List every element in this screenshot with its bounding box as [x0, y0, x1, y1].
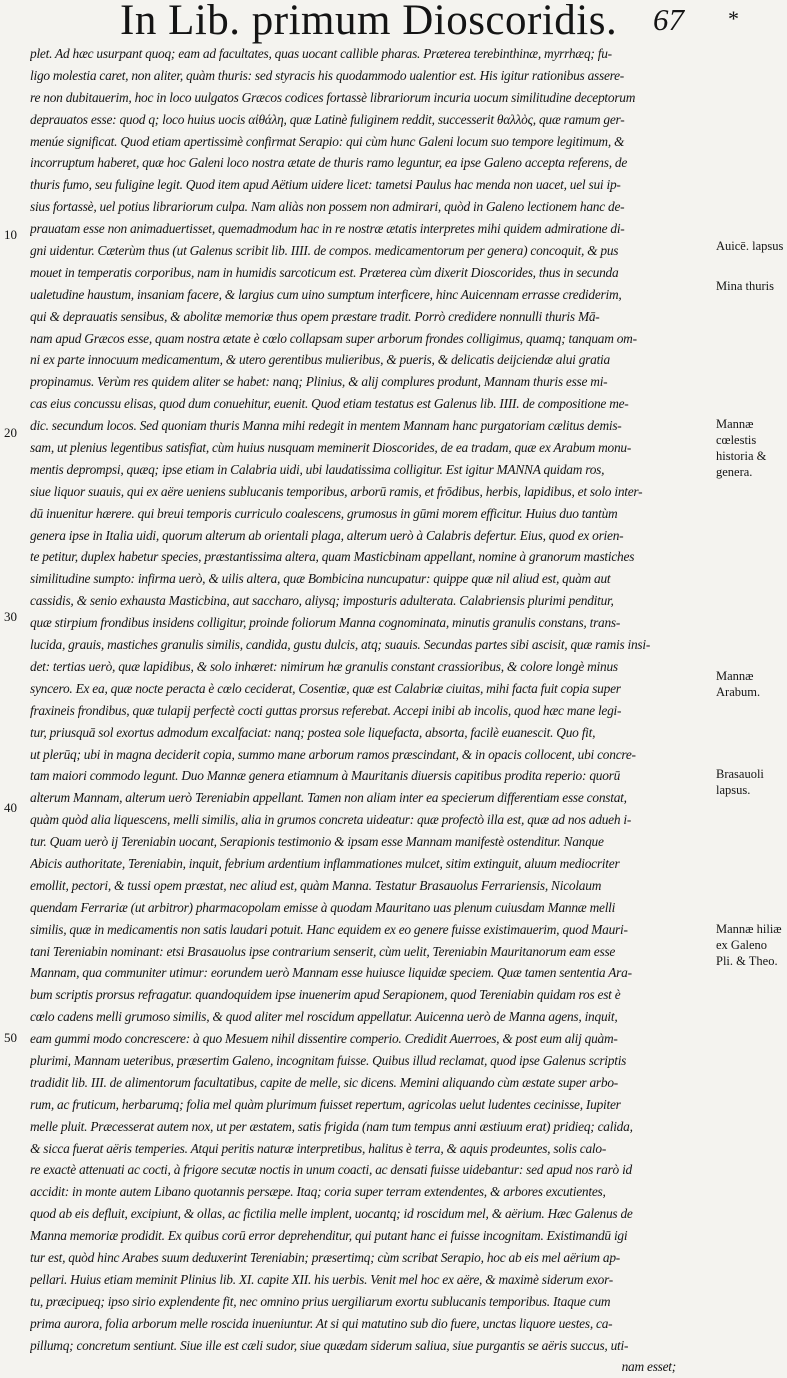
text-line: prauatam esse non animaduertisset, quemadmodum hac in re nostræ ætatis interpretes mihi quidem admiratione di-: [30, 221, 625, 237]
text-line: deprauatos esse: quod q; loco huius uocis αἰθάλη, quæ Latinè fuliginem reddit, successerit θαλλὸς, quæ ramum ger-: [30, 111, 625, 127]
margin-note: Mannæ cœlestis historia & genera.: [716, 417, 767, 479]
text-line: cœlo cadens melli grumoso similis, & quod aliter mel roscidum appellatur. Auicenna uerò de Manna agens, inquit,: [30, 1009, 618, 1025]
line-number: 50: [4, 1030, 17, 1045]
line-number: 20: [4, 425, 17, 440]
margin-note: Mina thuris: [716, 279, 774, 293]
text-line: ligo molestia caret, non aliter, quàm thuris: sed styracis his quodammodo ualentior est. His igitur rationibus assere-: [30, 67, 625, 83]
text-line: fraxineis frondibus, quæ tulapij perfectè cocti guttas prorsus referebat. Accepi inibi ab incolis, quod hæc mane legi-: [30, 702, 622, 718]
text-line: Manna memoriæ prodidit. Ex quibus corū error deprehenditur, qui putant hanc ei fuisse incognitam. Existimandū igi: [30, 1228, 628, 1244]
text-line: ni ex parte innocuum medicamentum, & utero gerentibus mulieribus, & pueris, & delicatis deijciendæ alui gratia: [30, 352, 610, 368]
text-line: cas eius concussu elisas, quod dum conuehitur, euenit. Quod etiam testatus est Galenus lib. IIII. de compositione me-: [30, 396, 629, 412]
text-line: pellari. Huius etiam meminit Plinius lib. XI. capite XII. his uerbis. Venit mel hoc ex aëre, & maximè siderum exor-: [30, 1271, 613, 1287]
text-line: tur, priusquā sol exortus admodum excalfaciat: nanq; postea sole liquefacta, absorta, facilè euanescit. Quo fit,: [30, 724, 596, 740]
text-line: tur. Quam uerò ij Tereniabin uocant, Serapionis testimonio & ipsam esse Mannam manifestè ostenditur. Nanque: [30, 834, 604, 850]
text-line: & sicca fuerat aëris temperies. Atqui peritis naturæ interpretibus, halitus è terra, & aquis prodeuntes, solis calo-: [30, 1140, 607, 1156]
text-line: tur est, quòd hinc Arabes suum deduxerint Tereniabin; præsertimq; cùm scribat Serapio, hoc ab eis mel aërium ap-: [30, 1249, 621, 1265]
text-line: gni uidentur. Cæterùm thus (ut Galenus scribit lib. IIII. de compos. medicamentorum per genera) concoquit, & pus: [30, 243, 619, 259]
line-number: 10: [4, 227, 17, 242]
text-line: prima aurora, folia arborum melle roscida inueniuntur. At si qui matutino sub dio fuere, unctas liquore uestes, ca-: [30, 1315, 613, 1331]
text-line: tu, præcipueq; ipso sirio explendente fit, nec omnino prius uergiliarum exortu sublucanis temporibus. Itaque cum: [30, 1293, 611, 1309]
text-line: melle pluit. Præcesserat autem nox, ut per æstatem, satis frigida (nam tum tempus anni æstiuum erat) pridieq; calida,: [30, 1118, 633, 1134]
text-line: Abicis authoritate, Tereniabin, inquit, febrium ardentium inflammationes mulcet, sitim extinguit, aluum mediocriter: [30, 855, 620, 871]
text-line: tani Tereniabin nominant: etsi Brasauolus ipse contrarium senserit, cùm uelit, Tereniabin Mauritanorum eam esse: [30, 943, 616, 959]
text-line: ut plerūq; ubi in magna deciderit copia, summo mane arborum ramos præscindant, & in opacis collocent, ubi concre-: [30, 746, 636, 762]
text-line: plurimi, Mannam ueteribus, præsertim Galeno, incognitam fuisse. Quibus illud reclamat, quod ipse Galenus scriptis: [30, 1052, 627, 1068]
text-line: emollit, pectori, & tussi opem præstat, nec aliud est, quàm Manna. Testatur Brasauolus Ferrariensis, Nicolaum: [30, 877, 602, 893]
text-line: propinamus. Verùm res quidem aliter se habet: nanq; Plinius, & alij complures produnt, Mannam thuris esse mi-: [30, 374, 608, 390]
printer-mark: *: [728, 6, 739, 31]
text-line: alterum Mannam, alterum uerò Tereniabin appellant. Tamen non aliam inter ea specierum differentiam esse constat,: [30, 790, 627, 806]
text-line: genera ipse in Italia uidi, quorum alterum ab orientali plaga, alterum uerò à Calabris defertur. Eius, quod ex orien-: [30, 527, 624, 543]
text-line: similitudine sumpto: infirma uerò, & uilis altera, quæ Bombicina nuncupatur: quippe quæ nil aliud est, quàm aut: [30, 571, 611, 587]
text-line: tradidit lib. III. de alimentorum facultatibus, capite de melle, sic dicens. Memini aliquando cùm æstate super arbo-: [30, 1074, 618, 1090]
text-line: quendam Ferrariæ (ut arbitror) pharmacopolam emisse à quodam Mauritano uas plenum cuiusdam Mannæ melli: [30, 899, 616, 915]
text-line: plet. Ad hæc usurpant quoq; eam ad facultates, quas uocant callible pharas. Præterea terebinthinæ, myrrhæq; fu-: [30, 46, 612, 61]
text-line: qui & deprauatis sensibus, & abolitæ memoriæ thus opem præstare tradit. Porrò credidere nonnulli thuris Mā-: [30, 308, 600, 324]
text-line: cassidis, & senio exhausta Masticbina, aut saccharo, aliysq; imposturis adulterata. Calabriensis plurimi penditur,: [30, 593, 614, 609]
text-line: re non dubitauerim, hoc in loco uulgatos Græcos codices fortassè librariorum incuria uocum similitudine deceptorum: [30, 89, 636, 105]
body-text: [30, 43, 712, 1378]
text-line: dic. secundum locos. Sed quoniam thuris Manna mihi redegit in mentem Mannam hanc purgatoriam cælitus demis-: [30, 418, 622, 434]
text-line: det: tertias uerò, quæ lapidibus, & solo inhæret: nimirum hæ granulis constant crassioribus, & colore longè minus: [30, 658, 618, 674]
text-line: nam apud Græcos esse, quam nostra ætate è cœlo collapsam super arborum frondes colligimus, quamq; tanquam om-: [30, 330, 637, 346]
text-line: quæ stirpium frondibus insidens colligitur, proinde foliorum Manna cognominata, minutis granulis constans, trans-: [30, 615, 621, 631]
line-number: 40: [4, 800, 17, 815]
text-line: syncero. Ex ea, quæ nocte peracta è cœlo ceciderat, Cosentiæ, quæ est Calabriæ ciuitas, mihi facta fuit copia super: [30, 680, 621, 696]
text-line: te petitur, duplex habetur species, præstantissima altera, quam Masticbinam appellant, nomine à granorum mastiches: [30, 549, 635, 565]
text-line: quod ab eis defluit, excipiunt, & ollas, ac fictilia melle implent, uocantq; id roscidum mel, & aërium. Hæc Galenus de: [30, 1206, 633, 1222]
line-number: 30: [4, 609, 17, 624]
text-line: re exactè attenuati ac cocti, à frigore secutæ noctis in unum coacti, ac densati fuisse uidebantur: sed apud nos rarò id: [30, 1162, 632, 1178]
text-line: dū inuenitur hærere. qui breui temporis curriculo coalescens, grumosus in gūmi morem efficitur. Huius duo tantùm: [30, 505, 618, 521]
text-line: menúe significat. Quod etiam apertissimè confirmat Serapio: qui cùm hunc Galeni locum suo tempore legitimum, &: [30, 133, 625, 149]
text-line: tam maiori commodo legunt. Duo Mannæ genera etiamnum à Mauritanis diuersis capitibus prodita reperio: quorū: [30, 768, 621, 784]
text-line: siue liquor suauis, qui ex aëre ueniens sublucanis temporibus, arborū ramis, et frōdibus, herbis, lapidibus, et solo inter-: [30, 483, 643, 499]
text-line: mouet in temperatis corporibus, nam in humidis sarcoticum est. Præterea cùm dixerit Dioscorides, thus in secunda: [30, 264, 619, 280]
text-line: pillumq; concretum sentiunt. Siue ille est cæli sudor, siue quædam siderum saliua, siue purgantis se aëris succus, uti-: [30, 1337, 629, 1353]
text-line: quàm quòd alia liquescens, melli similis, alia in grumos concreta uideatur: quæ profectò illa est, quæ ad nos adueh i-: [30, 812, 632, 828]
margin-note: Brasauoli lapsus.: [716, 767, 764, 797]
text-line: similis, quæ in medicamentis non satis laudari potuit. Hanc equidem ex eo genere fuisse existimauerim, quod Mauri-: [30, 921, 628, 937]
margin-note: Mannæ hiliæ ex Galeno Pli. & Theo.: [716, 922, 782, 968]
text-line: mentis deprompsi, quæq; ipse etiam in Calabria uidi, ubi laudatissima colligitur. Est igitur MANNA quidam ros,: [30, 461, 605, 477]
text-line: Mannam, qua communiter utimur: eorundem uerò Mannam esse huiusce liquidæ speciem. Quæ tamen sententia Ara-: [30, 965, 632, 981]
margin-note: Auicē. lapsus: [716, 239, 784, 253]
running-title: In Lib. primum Dioscoridis.: [120, 0, 618, 44]
text-line: eam gummi modo concrescere: à quo Mesuem nihil dissentire comperio. Credidit Auerroes, & post eum alij quàm-: [30, 1031, 618, 1047]
text-line: incorruptum haberet, quæ hoc Galeni loco nostra ætate de thuris ramo leguntur, ea ipse Galeno accepta referens, de: [30, 155, 628, 171]
text-line: rum, ac fruticum, herbarumq; folia mel quàm plurimum fuisset repertum, agricolas uelut ludentes cecinisse, Iupiter: [30, 1096, 621, 1112]
text-line: accidit: in monte autem Libano quotannis persæpe. Itaq; coria super terram extendentes, & arbores excutientes,: [30, 1184, 606, 1200]
text-line: sius fortassè, uel potius librariorum culpa. Nam aliàs non possem non admirari, quòd in Galeno lectionem hanc de-: [30, 199, 625, 215]
text-line: thuris fumo, seu fuligine legit. Quod item apud Aëtium uidere licet: tametsi Paulus hac menda non uacet, uel sui ip-: [30, 177, 621, 193]
margin-note: Mannæ Arabum.: [716, 669, 761, 699]
page-number: 67: [653, 2, 684, 37]
text-line: ualetudine haustum, insaniam facere, & largius cum uino sumptum interficere, hinc Auicennam errasse crediderim,: [30, 286, 622, 302]
text-line: nam esset;: [621, 1359, 676, 1375]
text-line: bum scriptis prorsus refragatur. quandoquidem ipse inuenerim apud Serapionem, quod Tereniabin quidam ros est è: [30, 987, 621, 1003]
text-line: sam, ut plenius legentibus satisfiat, cùm huius nusquam meminerit Dioscorides, de ea tradam, quæ ex Arabum monu-: [30, 440, 632, 456]
text-line: lucida, grauis, mastiches granulis similis, candida, gustu dulcis, atq; suauis. Secundas partes sibi ascisit, quæ ramis insi-: [30, 637, 651, 653]
